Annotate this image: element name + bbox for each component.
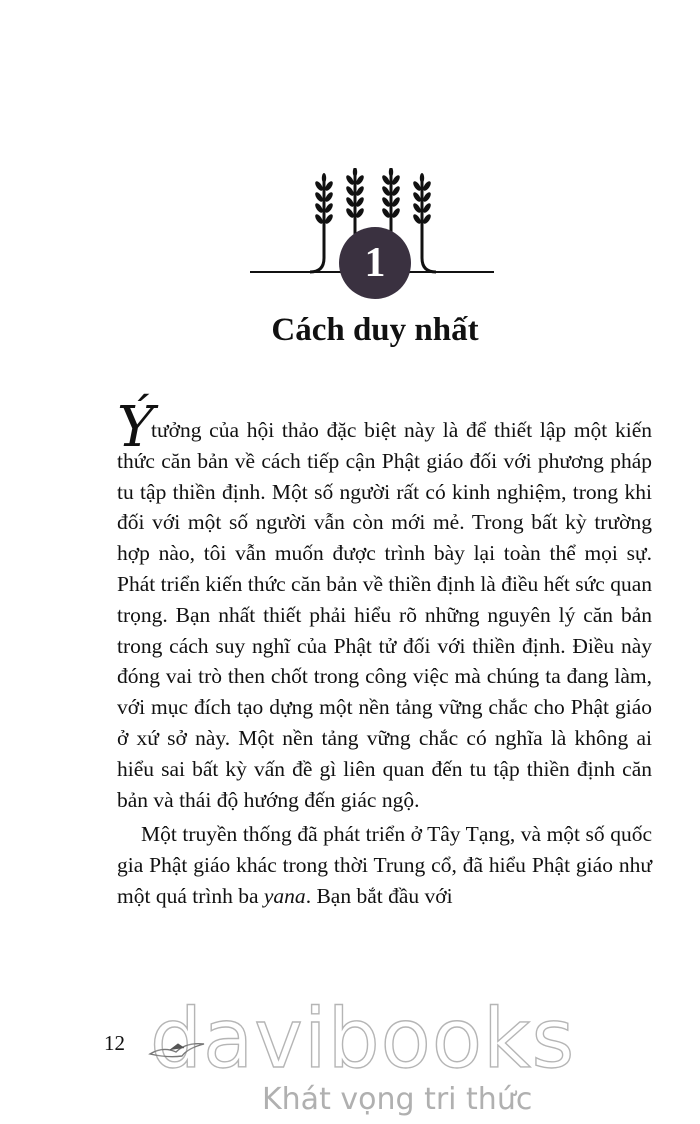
body-text: [117, 415, 652, 912]
paragraph-text: Một truyền thống đã phát triển ở Tây Tạng, và một số quốc gia Phật giáo khác trong thời Trung cổ, đã hiểu Phật giáo như một quá trình ba: [117, 822, 652, 908]
chapter-number: 1: [364, 240, 386, 286]
page-number: 12: [104, 1031, 125, 1055]
plant-tip: [389, 168, 393, 177]
watermark-logo: davibooks: [150, 992, 576, 1087]
watermark-tagline: Khát vọng tri thức: [262, 1082, 533, 1117]
plant-tip: [420, 173, 424, 183]
plant-tip: [353, 168, 357, 177]
plant-tip: [322, 173, 326, 183]
paragraph-text: . Bạn bắt đầu với: [305, 883, 453, 908]
chapter-title: Cách duy nhất: [271, 312, 479, 348]
drop-cap: Ý: [117, 395, 154, 460]
paragraph: [117, 819, 652, 911]
italic-term: yana: [263, 883, 306, 908]
paragraph: tưởng của hội thảo đặc biệt này là để thiết lập một kiến thức căn bản về cách tiếp cận Phật giáo đối với phương pháp tu tập thiền định. Một số người rất có kinh nghiệm, trong khi đối với một số người vẫn còn mới mẻ. Trong bất kỳ trường hợp nào, tôi vẫn muốn được trình bày lại toàn thể mọi sự. Phát triển kiến thức căn bản về thiền định là điều hết sức quan trọng. Bạn nhất thiết phải hiểu rõ những nguyên lý căn bản trong cách suy nghĩ của Phật tử đối với thiền định. Điều này đóng vai trò then chốt trong công việc mà chúng ta đang làm, với mục đích tạo dựng một nền tảng vững chắc cho Phật giáo ở xứ sở này. Một nền tảng vững chắc có nghĩa là không ai hiểu sai bất kỳ vấn đề gì liên quan đến tu tập thiền định căn bản và thái độ hướng đến giác ngộ.: [117, 418, 652, 812]
